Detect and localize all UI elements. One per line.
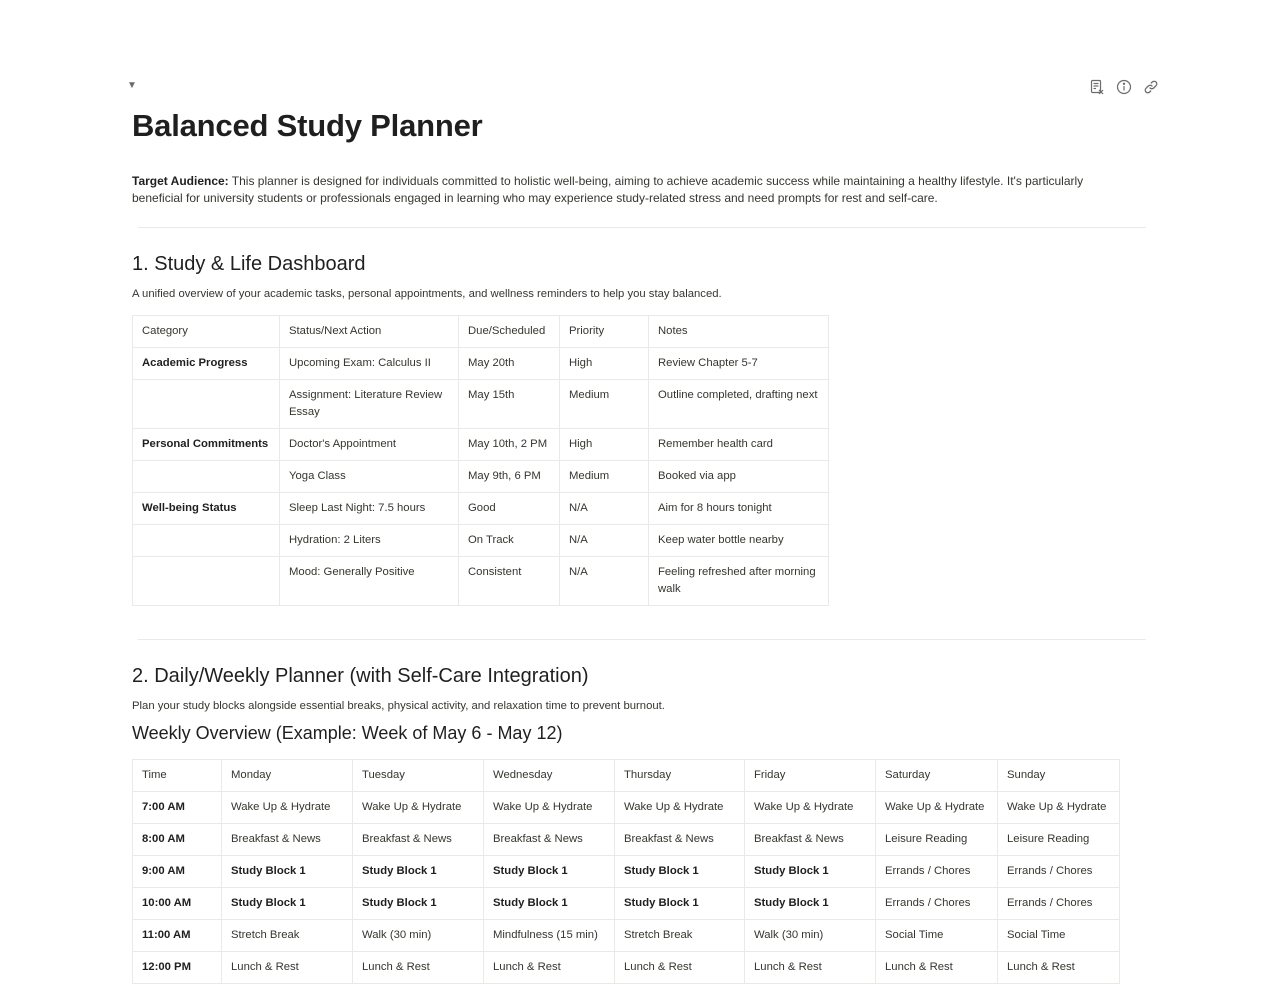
section-2-title: 2. Daily/Weekly Planner (with Self-Care Integration)	[132, 665, 589, 687]
table-row	[133, 525, 829, 557]
table-cell[interactable]: High	[560, 429, 649, 461]
table-row	[133, 461, 829, 493]
table-cell[interactable]: Lunch & Rest	[353, 952, 484, 984]
table-cell[interactable]: Errands / Chores	[876, 888, 998, 920]
table-cell[interactable]: Wake Up & Hydrate	[998, 792, 1120, 824]
table-cell[interactable]: Review Chapter 5-7	[649, 348, 829, 380]
table-row	[133, 557, 829, 606]
table-cell[interactable]: Well-being Status	[133, 493, 280, 525]
weekly-table	[132, 759, 1120, 984]
table-cell[interactable]: May 15th	[459, 380, 560, 429]
table-cell[interactable]: Breakfast & News	[615, 824, 745, 856]
table-cell[interactable]: Assignment: Literature Review Essay	[280, 380, 459, 429]
table-cell[interactable]: Breakfast & News	[745, 824, 876, 856]
info-icon[interactable]	[1115, 78, 1133, 96]
table-cell[interactable]: Walk (30 min)	[353, 920, 484, 952]
table-cell[interactable]: Lunch & Rest	[222, 952, 353, 984]
table-cell[interactable]: Study Block 1	[353, 888, 484, 920]
table-row	[133, 792, 1120, 824]
table-cell[interactable]: N/A	[560, 493, 649, 525]
table-cell[interactable]: Breakfast & News	[222, 824, 353, 856]
table-cell[interactable]	[133, 525, 280, 557]
table-cell[interactable]: Breakfast & News	[353, 824, 484, 856]
table-cell[interactable]: Medium	[560, 380, 649, 429]
table-cell[interactable]: Wake Up & Hydrate	[876, 792, 998, 824]
column-header[interactable]: Due/Scheduled	[459, 316, 560, 348]
table-cell[interactable]: Study Block 1	[615, 888, 745, 920]
column-header[interactable]: Saturday	[876, 760, 998, 792]
weekly-overview-title: Weekly Overview (Example: Week of May 6 - May 12)	[132, 723, 563, 743]
divider	[138, 639, 1146, 640]
column-header[interactable]: Thursday	[615, 760, 745, 792]
page-toolbar	[1088, 78, 1160, 96]
table-header-row	[133, 316, 829, 348]
table-cell[interactable]: Yoga Class	[280, 461, 459, 493]
table-cell[interactable]	[133, 557, 280, 606]
dashboard-table	[132, 315, 829, 606]
intro-paragraph	[132, 173, 1137, 207]
table-cell[interactable]: Social Time	[876, 920, 998, 952]
table-cell[interactable]: Social Time	[998, 920, 1120, 952]
table-cell[interactable]: 11:00 AM	[133, 920, 222, 952]
table-cell[interactable]: Lunch & Rest	[745, 952, 876, 984]
table-cell[interactable]: May 9th, 6 PM	[459, 461, 560, 493]
table-cell[interactable]: Errands / Chores	[876, 856, 998, 888]
table-cell[interactable]: Study Block 1	[484, 888, 615, 920]
table-cell[interactable]: Stretch Break	[222, 920, 353, 952]
table-cell[interactable]: Walk (30 min)	[745, 920, 876, 952]
table-cell[interactable]: 8:00 AM	[133, 824, 222, 856]
table-row	[133, 856, 1120, 888]
table-cell[interactable]: High	[560, 348, 649, 380]
table-cell[interactable]: N/A	[560, 557, 649, 606]
table-cell[interactable]: Study Block 1	[745, 888, 876, 920]
table-cell[interactable]: Booked via app	[649, 461, 829, 493]
intro-label: Target Audience:	[132, 174, 229, 188]
table-cell[interactable]: 12:00 PM	[133, 952, 222, 984]
column-header[interactable]: Friday	[745, 760, 876, 792]
table-cell[interactable]: Leisure Reading	[876, 824, 998, 856]
table-cell[interactable]: Wake Up & Hydrate	[745, 792, 876, 824]
table-cell[interactable]	[133, 461, 280, 493]
table-cell[interactable]: Errands / Chores	[998, 856, 1120, 888]
table-cell[interactable]: Academic Progress	[133, 348, 280, 380]
table-cell[interactable]: Lunch & Rest	[998, 952, 1120, 984]
table-cell[interactable]: Stretch Break	[615, 920, 745, 952]
column-header[interactable]: Time	[133, 760, 222, 792]
table-cell[interactable]: Outline completed, drafting next	[649, 380, 829, 429]
table-cell[interactable]: Mood: Generally Positive	[280, 557, 459, 606]
intro-text: This planner is designed for individuals committed to holistic well-being, aiming to achieve academic success while maintaining a healthy lifestyle. It's particularly beneficial for university students or professionals engaged in learning who may experience study-related stress and need prompts for rest and self-care.	[132, 174, 1084, 205]
table-cell[interactable]: Sleep Last Night: 7.5 hours	[280, 493, 459, 525]
link-icon[interactable]	[1142, 78, 1160, 96]
table-row	[133, 429, 829, 461]
page-content	[132, 104, 1147, 984]
table-cell[interactable]: Personal Commitments	[133, 429, 280, 461]
column-header[interactable]: Wednesday	[484, 760, 615, 792]
table-cell[interactable]: Hydration: 2 Liters	[280, 525, 459, 557]
table-cell[interactable]: Wake Up & Hydrate	[484, 792, 615, 824]
table-cell[interactable]	[133, 380, 280, 429]
toggle-caret-icon[interactable]: ▼	[127, 80, 137, 91]
table-cell[interactable]: Upcoming Exam: Calculus II	[280, 348, 459, 380]
table-cell[interactable]: Feeling refreshed after morning walk	[649, 557, 829, 606]
column-header[interactable]: Monday	[222, 760, 353, 792]
table-cell[interactable]: May 10th, 2 PM	[459, 429, 560, 461]
table-cell[interactable]: Wake Up & Hydrate	[222, 792, 353, 824]
column-header[interactable]: Notes	[649, 316, 829, 348]
table-cell[interactable]: Keep water bottle nearby	[649, 525, 829, 557]
table-cell[interactable]: May 20th	[459, 348, 560, 380]
table-cell[interactable]: Wake Up & Hydrate	[615, 792, 745, 824]
table-cell[interactable]: Breakfast & News	[484, 824, 615, 856]
table-cell[interactable]: Good	[459, 493, 560, 525]
column-header[interactable]: Tuesday	[353, 760, 484, 792]
section-1-title: 1. Study & Life Dashboard	[132, 253, 366, 275]
table-cell[interactable]: Remember health card	[649, 429, 829, 461]
column-header[interactable]: Priority	[560, 316, 649, 348]
table-cell[interactable]: Study Block 1	[615, 856, 745, 888]
table-row	[133, 888, 1120, 920]
section-2-description: Plan your study blocks alongside essential breaks, physical activity, and relaxation time to prevent burnout.	[132, 700, 665, 712]
table-cell[interactable]: Medium	[560, 461, 649, 493]
table-cell[interactable]: 10:00 AM	[133, 888, 222, 920]
table-cell[interactable]: Doctor's Appointment	[280, 429, 459, 461]
table-cell[interactable]: Mindfulness (15 min)	[484, 920, 615, 952]
table-cell[interactable]: Aim for 8 hours tonight	[649, 493, 829, 525]
table-row	[133, 348, 829, 380]
column-header[interactable]: Status/Next Action	[280, 316, 459, 348]
table-cell[interactable]: Errands / Chores	[998, 888, 1120, 920]
table-row	[133, 380, 829, 429]
table-cell[interactable]: Study Block 1	[484, 856, 615, 888]
table-cell[interactable]: Study Block 1	[745, 856, 876, 888]
section-1-description: A unified overview of your academic tasks, personal appointments, and wellness reminders to help you stay balanced.	[132, 288, 722, 300]
table-cell[interactable]: 7:00 AM	[133, 792, 222, 824]
table-cell[interactable]: Leisure Reading	[998, 824, 1120, 856]
table-cell[interactable]: Lunch & Rest	[615, 952, 745, 984]
column-header[interactable]: Category	[133, 316, 280, 348]
table-row	[133, 920, 1120, 952]
table-cell[interactable]: Study Block 1	[222, 888, 353, 920]
table-cell[interactable]: On Track	[459, 525, 560, 557]
table-header-row	[133, 760, 1120, 792]
table-cell[interactable]: Wake Up & Hydrate	[353, 792, 484, 824]
table-cell[interactable]: Study Block 1	[353, 856, 484, 888]
page-title: Balanced Study Planner	[132, 108, 483, 143]
table-cell[interactable]: Lunch & Rest	[484, 952, 615, 984]
table-cell[interactable]: Study Block 1	[222, 856, 353, 888]
table-cell[interactable]: N/A	[560, 525, 649, 557]
table-cell[interactable]: Consistent	[459, 557, 560, 606]
table-cell[interactable]: 9:00 AM	[133, 856, 222, 888]
reader-mode-icon[interactable]	[1088, 78, 1106, 96]
table-row	[133, 952, 1120, 984]
table-cell[interactable]: Lunch & Rest	[876, 952, 998, 984]
table-row	[133, 824, 1120, 856]
divider	[138, 227, 1146, 228]
column-header[interactable]: Sunday	[998, 760, 1120, 792]
table-row	[133, 493, 829, 525]
